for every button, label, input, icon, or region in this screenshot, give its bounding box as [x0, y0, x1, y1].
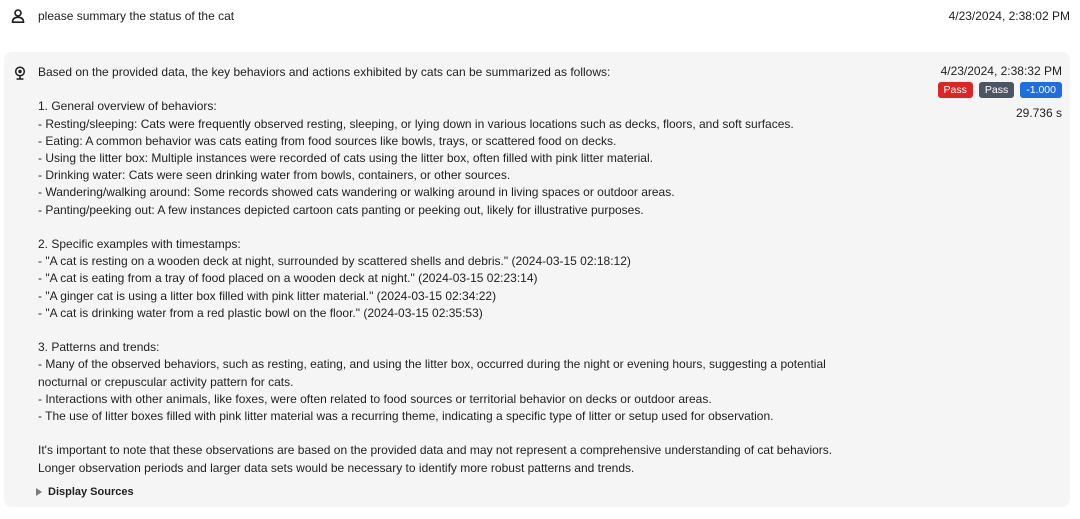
message-line: - Panting/peeking out: A few instances depicted cartoon cats panting or peeking out, likely for illustrative purposes.: [38, 202, 644, 217]
paragraph-gap: [38, 425, 898, 442]
score-badge: -1.000: [1020, 82, 1062, 98]
paragraph-gap: [38, 322, 898, 339]
assistant-message-timestamp: 4/23/2024, 2:38:32 PM: [940, 64, 1062, 78]
message-line: - Many of the observed behaviors, such as resting, eating, and using the litter box, occurred during the night or evening hours, suggesting a potential: [38, 357, 826, 372]
message-line: It's important to note that these observations are based on the provided data and may not represent a comprehensive understanding of cat behaviors.: [38, 443, 833, 458]
paragraph-gap: [38, 81, 898, 98]
message-line: - Eating: A common behavior was cats eating from food sources like bowls, trays, or scattered food on decks.: [38, 133, 617, 148]
webcam-icon: [13, 66, 27, 80]
message-line: nocturnal or crepuscular activity pattern for cats.: [38, 374, 294, 389]
user-message: [0, 0, 1080, 40]
message-line: 2. Specific examples with timestamps:: [38, 237, 241, 251]
message-line: - Resting/sleeping: Cats were frequently observed resting, sleeping, or lying down in various locations such as decks, floors, and soft surfaces.: [38, 116, 794, 131]
display-sources-label: Display Sources: [48, 486, 134, 498]
message-line: - The use of litter boxes filled with pink litter material was a recurring theme, indicating a specific type of litter or setup used for observation.: [38, 409, 774, 424]
message-line: - Drinking water: Cats were seen drinking water from bowls, containers, or other sources.: [38, 168, 511, 183]
status-badge-pass-gray: Pass: [979, 82, 1014, 98]
assistant-message-body: [38, 64, 898, 477]
message-line: - "A cat is drinking water from a red plastic bowl on the floor." (2024-03-15 02:35:53): [38, 305, 483, 320]
message-line: - Interactions with other animals, like foxes, were often related to food sources or territorial behavior on decks or outdoor areas.: [38, 391, 712, 406]
message-line: - "A cat is resting on a wooden deck at night, surrounded by scattered shells and debris." (2024-03-15 02:18:12): [38, 254, 631, 269]
user-message-timestamp: 4/23/2024, 2:38:02 PM: [948, 9, 1070, 23]
response-duration: 29.736 s: [1015, 106, 1062, 120]
message-line: 3. Patterns and trends:: [38, 340, 160, 355]
message-line: 1. General overview of behaviors:: [38, 99, 217, 114]
user-message-text: please summary the status of the cat: [38, 9, 235, 23]
evaluation-badges: [938, 82, 1062, 98]
triangle-right-icon: [36, 488, 42, 496]
message-line: - "A ginger cat is using a litter box filled with pink litter material." (2024-03-15 02:34:22): [38, 288, 497, 303]
message-line: Longer observation periods and larger data sets would be necessary to identify more robust patterns and trends.: [38, 460, 635, 475]
message-line: Based on the provided data, the key behaviors and actions exhibited by cats can be summarized as follows:: [38, 65, 611, 79]
message-line: - Wandering/walking around: Some records showed cats wandering or walking around in living spaces or outdoor areas.: [38, 185, 675, 200]
display-sources-toggle[interactable]: [36, 486, 134, 498]
paragraph-gap: [38, 219, 898, 236]
assistant-message: [4, 52, 1070, 507]
user-icon: [11, 9, 25, 23]
status-badge-pass-red: Pass: [938, 82, 973, 98]
assistant-message-meta: [938, 64, 1062, 120]
message-line: - "A cat is eating from a tray of food placed on a wooden deck at night." (2024-03-15 02:23:14): [38, 271, 538, 286]
message-line: - Using the litter box: Multiple instances were recorded of cats using the litter box, often filled with pink litter material.: [38, 151, 653, 165]
